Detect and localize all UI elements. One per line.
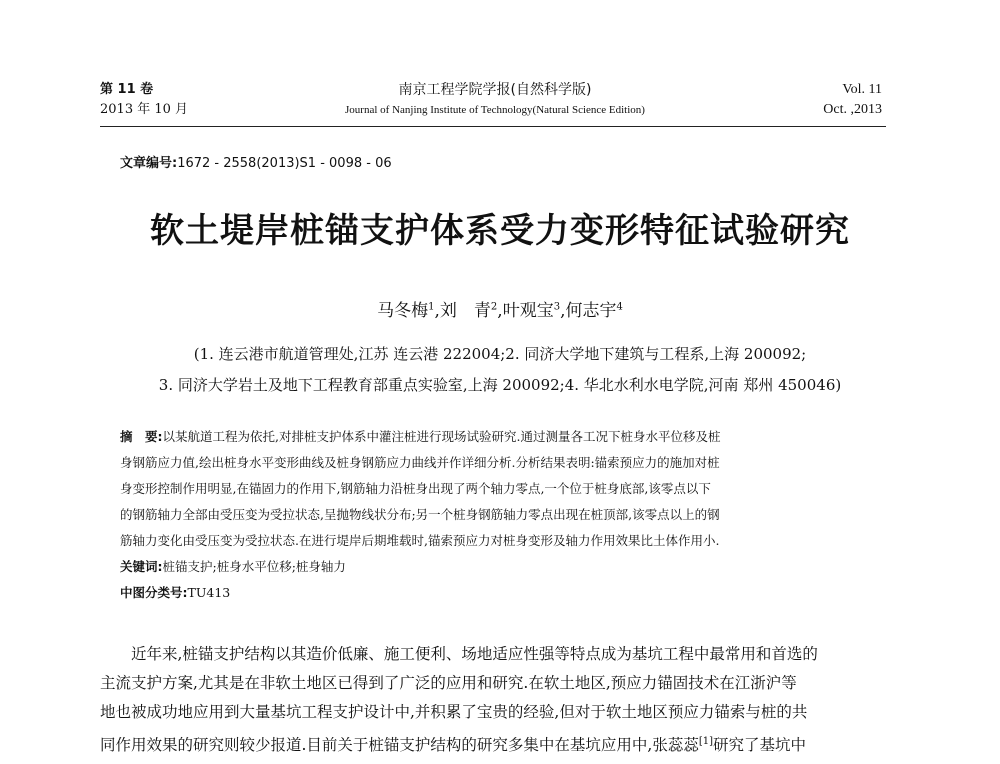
author-affil-mark: 4 xyxy=(616,301,623,313)
header-divider xyxy=(100,126,886,127)
body-line xyxy=(100,727,890,760)
keywords-line xyxy=(120,554,888,580)
abstract-line xyxy=(120,424,888,450)
header-right xyxy=(823,80,882,120)
article-number-value: 1672 - 2558(2013)S1 - 0098 - 06 xyxy=(177,156,392,171)
body-line: 主流支护方案,尤其是在非软土地区已得到了广泛的应用和研究.在软土地区,预应力锚固技术在江浙沪等 xyxy=(100,674,797,692)
header-center xyxy=(300,80,690,120)
article-number-label: 文章编号: xyxy=(120,156,178,171)
header-left xyxy=(100,80,188,120)
abstract-text: 以某航道工程为依托,对排桩支护体系中灌注桩进行现场试验研究.通过测量各工况下桩身水平位移及桩 xyxy=(162,429,721,444)
abstract-line: 身变形控制作用明显,在锚固力的作用下,钢筋轴力沿桩身出现了两个轴力零点,一个位于桩身底部,该零点以下 xyxy=(120,481,711,496)
body-text-segment: 研究了基坑中 xyxy=(713,736,807,755)
author-list: 马冬梅$^1$,刘 青$^2$,叶观宝$^3$,何志宇$^4$ xyxy=(377,301,623,321)
journal-name-cn: 南京工程学院学报(自然科学版) xyxy=(398,82,592,98)
keywords-value: 桩锚支护;桩身水平位移;桩身轴力 xyxy=(162,559,346,574)
author-affil-mark: 2 xyxy=(490,301,498,313)
author-name: 叶观宝 xyxy=(502,301,554,321)
affiliation-line: 3. 同济大学岩土及地下工程教育部重点实验室,上海 200092;4. 华北水利水电学院,河南 郑州 450046) xyxy=(158,376,842,394)
body-text-segment: 同作用效果的研究则较少报道.目前关于桩锚支护结构的研究多集中在基坑应用中,张蕊蕊 xyxy=(100,736,699,755)
paper-title: 软土堤岸桩锚支护体系受力变形特征试验研究 xyxy=(150,211,850,251)
author-name: 何志宇 xyxy=(565,301,617,321)
author-affil-mark: 3 xyxy=(553,301,561,313)
citation-link[interactable]: [1] xyxy=(698,736,714,747)
abstract-line: 的钢筋轴力全部由受压变为受拉状态,呈抛物线状分布;另一个桩身钢筋轴力零点出现在桩顶部,该零点以上的钢 xyxy=(120,507,720,522)
author-name: 马冬梅 xyxy=(377,301,429,321)
volume-en: Vol. 11 xyxy=(842,82,882,97)
article-number xyxy=(120,152,392,171)
abstract-block xyxy=(120,424,888,606)
abstract-line: 筋轴力变化由受压变为受拉状态.在进行堤岸后期堆载时,锚索预应力对桩身变形及轴力作用效果比土体作用小. xyxy=(120,533,720,548)
author-name: 刘 青 xyxy=(439,301,491,321)
body-line: 地也被成功地应用到大量基坑工程支护设计中,并积累了宝贵的经验,但对于软土地区预应力锚索与桩的共 xyxy=(100,703,808,721)
journal-name-en: Journal of Nanjing Institute of Technology(Natural Science Edition) xyxy=(345,104,645,116)
body-text xyxy=(100,640,890,760)
affiliation-line: (1. 连云港市航道管理处,江苏 连云港 222004;2. 同济大学地下建筑与工程系,上海 200092; xyxy=(193,345,807,363)
issue-date-cn: 2013 年 10 月 xyxy=(100,102,189,117)
author-affil-mark: 1 xyxy=(428,301,435,313)
keywords-label: 关键词: xyxy=(120,559,163,574)
classification-value: TU413 xyxy=(187,585,231,600)
classification-label: 中图分类号: xyxy=(120,585,188,600)
classification-line xyxy=(120,580,888,606)
body-line: 近年来,桩锚支护结构以其造价低廉、施工便利、场地适应性强等特点成为基坑工程中最常用和首选的 xyxy=(131,645,818,663)
abstract-label: 摘 要: xyxy=(120,429,163,444)
volume-label: 第 11 卷 xyxy=(100,82,154,97)
issue-date-en: Oct. ,2013 xyxy=(823,102,882,117)
abstract-line: 身钢筋应力值,绘出桩身水平变形曲线及桩身钢筋应力曲线并作详细分析.分析结果表明:锚索预应力的施加对桩 xyxy=(120,455,720,470)
